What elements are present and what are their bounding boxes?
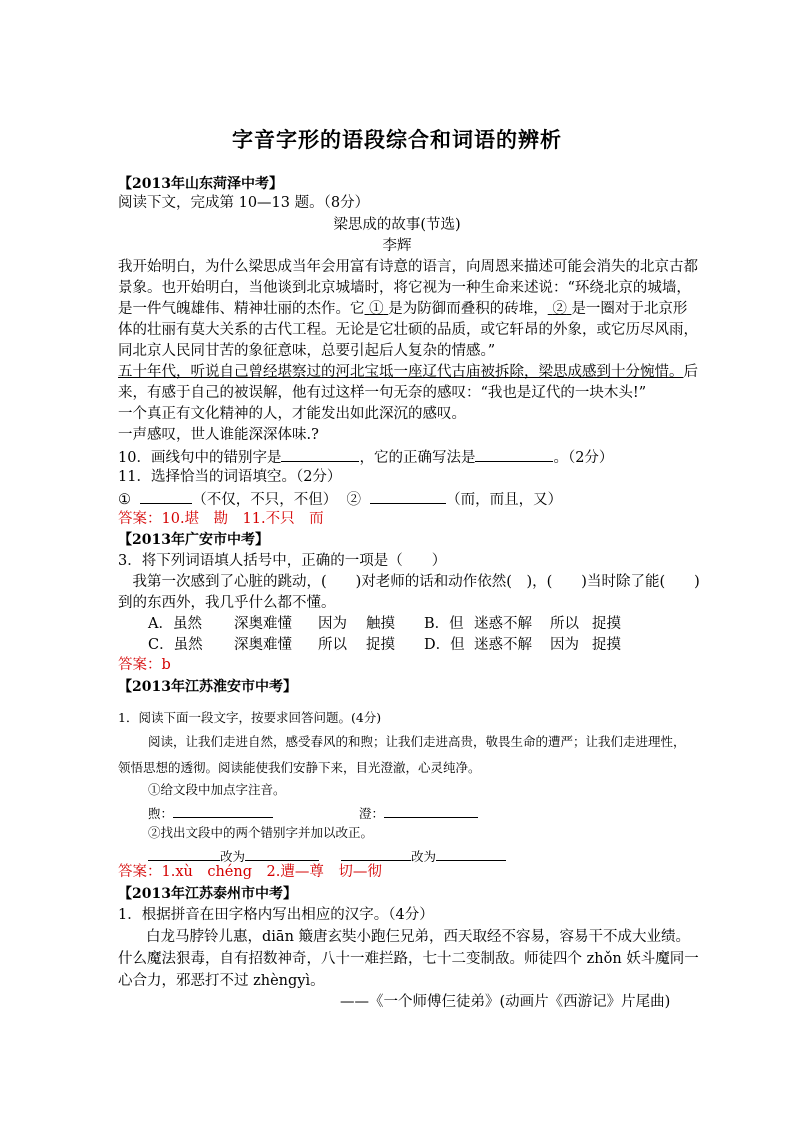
answer-blank bbox=[341, 845, 411, 861]
options-row-ab bbox=[148, 614, 621, 634]
option-marker: ① bbox=[118, 492, 131, 508]
char-label: 煦： bbox=[148, 806, 174, 821]
paragraph-text: 是一圈对于北京形 bbox=[571, 301, 688, 317]
option-word: 因为 bbox=[550, 637, 579, 653]
underlined-sentence-line bbox=[118, 362, 698, 382]
blank-1-label: ① bbox=[369, 301, 384, 317]
answer-blank bbox=[148, 845, 220, 861]
answer-text: 答案：b bbox=[118, 657, 171, 673]
section-heading-taizhou: 【2013年江苏泰州市中考】 bbox=[118, 886, 297, 902]
answer-blank bbox=[436, 845, 506, 861]
option-word: 深奥难懂 bbox=[234, 616, 292, 632]
question-3: 3．将下列词语填人括号中，正确的一项是（ ） bbox=[118, 553, 447, 569]
option-c-label: C．虽然 bbox=[148, 637, 203, 653]
instruction-item: ②找出文段中的两个错别字并加以改正。 bbox=[148, 825, 374, 840]
char-label: 澄： bbox=[359, 806, 385, 821]
paragraph-text: 是为防御而叠积的砖堆， bbox=[388, 301, 548, 317]
option-choices: （不仅，不只，不但） bbox=[192, 492, 338, 508]
answer-text: 答案：1.xù chéng 2.遭—尊 切—彻 bbox=[118, 864, 382, 880]
lyric-source: ——《一个师傅仨徒弟》(动画片《西游记》片尾曲) bbox=[340, 994, 671, 1010]
answer-blank bbox=[384, 802, 478, 818]
question-11: 11．选择恰当的词语填空。（2分） bbox=[118, 469, 342, 485]
answer-blank bbox=[475, 446, 553, 462]
question-11-options bbox=[118, 488, 562, 510]
section-heading-guangan: 【2013年广安市中考】 bbox=[118, 532, 269, 548]
paragraph-line: 体的壮丽有莫大关系的古代工程。无论是它壮硕的品质，或它轩昂的外象，或它历尽风雨， bbox=[118, 322, 698, 338]
lyric-line: 白龙马脖铃儿惠，diān 簸唐玄奘小跑仨兄弟，西天取经不容易，容易干不成大业绩。 bbox=[146, 929, 691, 945]
paragraph-line: 同北京人民同甘苦的象征意味，总要引起后人复杂的情感。” bbox=[118, 343, 496, 359]
pinyin-answer-row bbox=[148, 802, 478, 824]
question-sentence: 到的东西外，我几乎什么都不懂。 bbox=[118, 595, 336, 611]
option-word: 捉摸 bbox=[366, 637, 395, 653]
option-d-label: D．但 bbox=[424, 637, 465, 653]
option-word: 触摸 bbox=[366, 616, 395, 632]
paragraph-line: 我开始明白，为什么梁思成当年会用富有诗意的语言，向周恩来描述可能会消失的北京古都 bbox=[118, 259, 698, 275]
section-heading-heze: 【2013年山东菏泽中考】 bbox=[118, 176, 283, 192]
option-a-label: A．虽然 bbox=[148, 616, 202, 632]
lyric-line: 心合力，邪恶打不过 zhèngyì。 bbox=[118, 973, 325, 989]
paragraph-line: 来，有感于自己的被误解，他有过这样一句无奈的感叹：“我也是辽代的一块木头!” bbox=[118, 385, 647, 401]
change-label: 改为 bbox=[220, 849, 246, 864]
blank-2 bbox=[548, 301, 572, 317]
option-word: 捉摸 bbox=[592, 637, 621, 653]
answer-blank bbox=[370, 488, 446, 504]
question-sentence: 我第一次感到了心脏的跳动，( )对老师的话和动作依然( )，( )当时除了能( ) bbox=[118, 574, 700, 590]
options-row-cd bbox=[148, 635, 621, 655]
answer-text: 答案：10.堪 勘 11.不只 而 bbox=[118, 511, 324, 527]
question-text: ，它的正确写法是 bbox=[359, 450, 476, 466]
option-choices: （而，而且，又） bbox=[446, 492, 563, 508]
question-1: 1．根据拼音在田字格内写出相应的汉字。（4分） bbox=[118, 907, 434, 923]
question-1: 1．阅读下面一段文字，按要求回答问题。(4分) bbox=[118, 710, 382, 725]
change-label: 改为 bbox=[411, 849, 437, 864]
option-word: 深奥难懂 bbox=[234, 637, 292, 653]
paragraph-line: 一声感叹，世人谁能深深体味.? bbox=[118, 427, 319, 443]
article-title: 梁思成的故事(节选) bbox=[333, 217, 461, 233]
paragraph-text: 后 bbox=[683, 364, 698, 380]
blank-2-label: ② bbox=[552, 301, 567, 317]
paragraph-line: 景象。也开始明白，当他谈到北京城墙时，将它视为一种生命来述说：“环绕北京的城墙， bbox=[118, 280, 691, 296]
lyric-line: 什么魔法狠毒，自有招数神奇，八十一难拦路，七十二变制敌。师徒四个 zhǒn 妖斗魔同一 bbox=[118, 951, 699, 967]
option-word: 因为 bbox=[318, 616, 347, 632]
option-marker: ② bbox=[346, 492, 361, 508]
answer-blank bbox=[173, 802, 273, 818]
answer-blank bbox=[281, 446, 359, 462]
question-10 bbox=[118, 446, 613, 468]
paragraph-text: 是一件气魄雄伟、精神壮丽的杰作。它 bbox=[118, 301, 365, 317]
passage-line: 阅读，让我们走进自然，感受春风的和煦；让我们走进高贵，敬畏生命的遭严；让我们走进理性， bbox=[148, 734, 686, 749]
question-text: 。（2分） bbox=[553, 450, 614, 466]
option-word: 所以 bbox=[550, 616, 579, 632]
passage-line: 领悟思想的透彻。阅读能使我们安静下来，目光澄澈，心灵纯净。 bbox=[118, 760, 481, 775]
answer-blank bbox=[140, 488, 192, 504]
option-word: 迷惑不解 bbox=[474, 637, 532, 653]
question-text: 10．画线句中的错别字是 bbox=[118, 450, 282, 466]
paragraph-line: 一个真正有文化精神的人，才能发出如此深沉的感叹。 bbox=[118, 406, 466, 422]
underlined-sentence: 五十年代，听说自己曾经堪察过的河北宝坻一座辽代古庙被拆除，梁思成感到十分惋惜。 bbox=[118, 364, 684, 380]
option-word: 迷惑不解 bbox=[474, 616, 532, 632]
option-b-label: B．但 bbox=[424, 616, 464, 632]
section-heading-huaian: 【2013年江苏淮安市中考】 bbox=[118, 679, 297, 695]
option-word: 捉摸 bbox=[592, 616, 621, 632]
instruction-text: 阅读下文，完成第 10—13 题。（8分） bbox=[118, 195, 370, 211]
blank-1 bbox=[365, 301, 389, 317]
instruction-item: ①给文段中加点字注音。 bbox=[148, 782, 286, 797]
page-title: 字音字形的语段综合和词语的辨析 bbox=[232, 127, 562, 152]
article-author: 李辉 bbox=[382, 238, 412, 254]
option-word: 所以 bbox=[318, 637, 347, 653]
paragraph-line bbox=[118, 299, 687, 319]
answer-blank bbox=[245, 845, 319, 861]
